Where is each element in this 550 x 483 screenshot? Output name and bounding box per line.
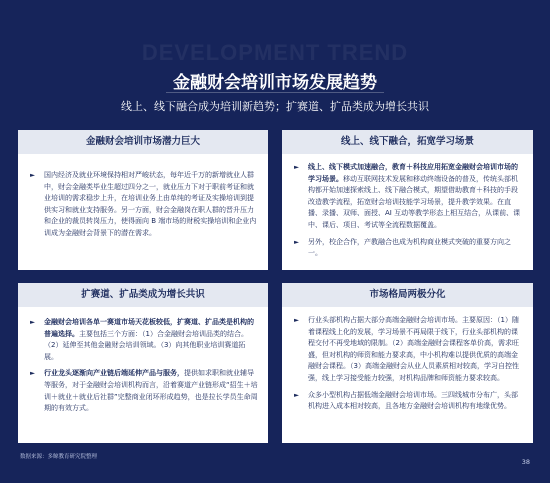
list-item [292, 315, 523, 385]
card-body [18, 307, 268, 415]
page-title: 金融财会培训市场发展趋势 [173, 73, 377, 93]
item-text: 行业头部机构占据大部分高端金融财会培训市场。主要原因：（1）随着课程线上化的发展，学习场景不再局限于线下，行业头部机构的课程交付不再受地域的限制。（2）高端金融财会课程客单价高，需求旺盛，但对机构的师资和能力要求高，中小机构难以提供优质的高端金融财会课程。（3）高端金融财会从业人员素质相对较高，学习自控性强，线上学习接受能力较强，对机构品牌和师资能力要求较高。 [308, 316, 519, 382]
card-body [282, 307, 533, 413]
item-lead: 金融财会培训各单一赛道市场天花板较低，扩赛道、扩品类是机构的普遍选择。 [44, 318, 254, 338]
triangle-bullet-icon: ► [294, 390, 299, 399]
item-text: 提供如求职和就业辅导等服务，对于金融财会培训机构而言，沿着赛道产业链形成“招生＋培训＋就业＋就业后社群”完整商业闭环形成趋势，也是拉长学员生命周期的有效方式。 [44, 369, 258, 413]
card-heading: 线上、线下融合，拓宽学习场景 [282, 130, 533, 154]
item-text: 另外，校企合作，产教融合也成为机构商业模式突破的重要方向之一。 [308, 237, 511, 258]
item-text: 移动互联网技术发展和移动终端设备的普及，传统头部机构都开始加速探索线上、线下融合模式，期望借助教育＋科技的手段改造教学流程，拓宽财会培训技能学习场景，提升教学效果。在直播、录播、双师、面授、AI 互动等教学形态上相互结合，从课前、课中、课后、项目、考试等全流程数据覆盖。 [308, 174, 521, 229]
title-divider [166, 92, 384, 93]
list-item [292, 237, 523, 260]
triangle-bullet-icon: ► [30, 171, 35, 179]
list-item [292, 162, 523, 232]
card-body [18, 154, 268, 240]
card-heading: 市场格局两极分化 [282, 283, 533, 307]
triangle-bullet-icon: ► [294, 237, 299, 246]
page-number: 38 [521, 458, 530, 466]
triangle-bullet-icon: ► [30, 318, 35, 326]
list-item [292, 390, 523, 413]
watermark: DEVELOPMENT TREND [141, 40, 409, 65]
list-item [28, 317, 258, 363]
triangle-bullet-icon: ► [294, 163, 299, 171]
triangle-bullet-icon: ► [30, 369, 35, 378]
triangle-bullet-icon: ► [294, 316, 299, 324]
item-lead: 行业龙头逐渐向产业链后端延伸产品与服务， [44, 369, 184, 378]
card-market-polarization [282, 283, 533, 443]
card-body [282, 154, 533, 260]
list-item [28, 368, 258, 414]
data-source-note: 数据来源：多鲸教育研究院整理 [20, 454, 98, 460]
list-item [28, 170, 258, 240]
item-text: 众多小型机构占据低端金融财会培训市场。三四线城市分布广，头部机构进入成本相对较高，且各地方金融财会培训机构有地缘优势。 [308, 390, 518, 411]
item-text: 主要包括三个方面：（1）合金融财会培训品类的结合。（2）延伸至其他金融财会培训领域。（3）向其他职业培训赛道拓展。 [44, 329, 248, 361]
card-heading: 扩赛道、扩品类成为增长共识 [18, 283, 268, 307]
card-online-offline [282, 130, 533, 270]
card-heading: 金融财会培训市场潜力巨大 [18, 130, 268, 154]
card-market-potential [18, 130, 268, 270]
card-expand-tracks [18, 283, 268, 443]
item-lead: 线上、线下模式加速融合，教育＋科技应用拓宽金融财会培训市场的学习场景。 [308, 163, 518, 183]
item-text: 国内经济及就业环境保持相对严峻状态，每年近千万的新增就业人群中，财会金融类毕业生超过四分之一，就业压力下对于职前考证和就业培训的需求稳步上升，在培训业务上由单纯的考证及实操培训到提供实习和就业支持服务。另一方面，财会金融岗在职人群的晋升压力和企业的裁员转岗压力，使得面向 B 端市场的财税实操培训和企业内训成为金融财会背景下的潜在需求。 [44, 171, 257, 237]
page-subtitle: 线上、线下融合成为培训新趋势；扩赛道、扩品类成为增长共识 [121, 100, 429, 113]
